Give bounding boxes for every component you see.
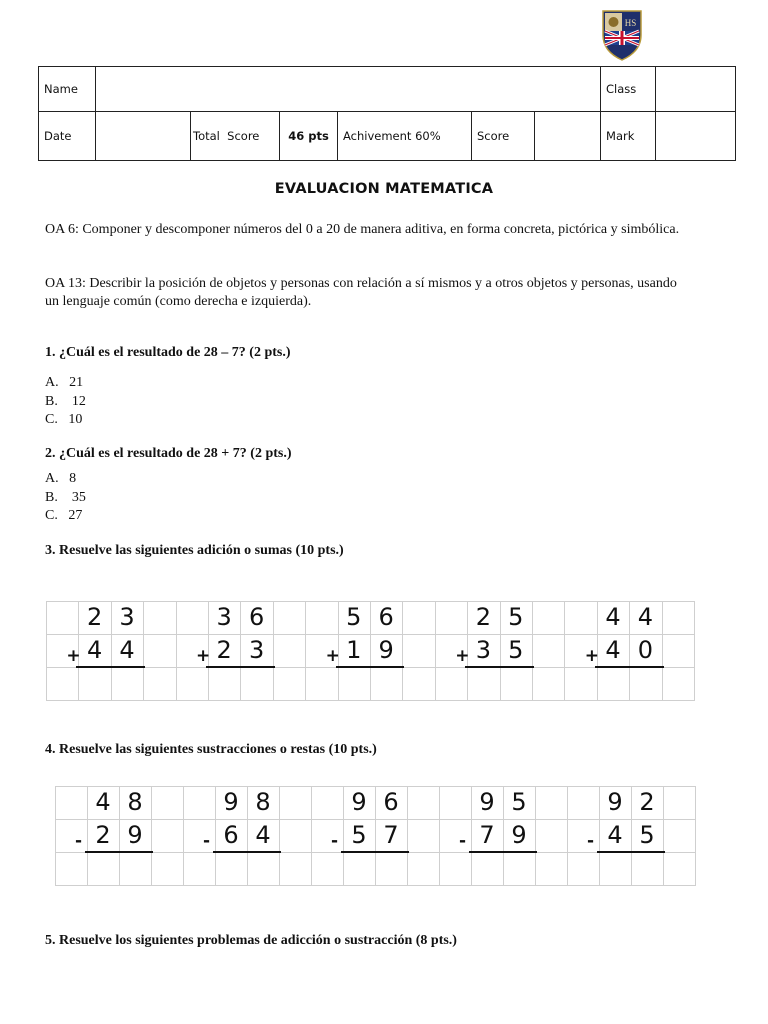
grid-cell[interactable] bbox=[439, 852, 472, 886]
grid-cell[interactable] bbox=[402, 667, 435, 701]
grid-cell[interactable] bbox=[500, 667, 533, 701]
grid-cell[interactable] bbox=[402, 601, 435, 635]
problem-5-top-digit: 4 bbox=[637, 603, 654, 631]
problem-2-operator: - bbox=[203, 831, 211, 851]
problem-4-top-digit: 5 bbox=[508, 603, 524, 631]
grid-cell[interactable] bbox=[567, 819, 600, 853]
grid-cell[interactable] bbox=[662, 601, 695, 635]
question-1: 1. ¿Cuál es el resultado de 28 – 7? (2 pts.) bbox=[45, 345, 291, 360]
problem-3-top-digit: 6 bbox=[378, 603, 394, 631]
grid-cell[interactable] bbox=[535, 786, 568, 820]
grid-cell[interactable] bbox=[143, 667, 176, 701]
problem-1-bottom-digit: 4 bbox=[86, 636, 103, 664]
grid-cell[interactable] bbox=[532, 601, 565, 635]
grid-cell[interactable] bbox=[662, 634, 695, 668]
grid-cell[interactable] bbox=[435, 601, 468, 635]
grid-cell[interactable] bbox=[532, 667, 565, 701]
grid-cell[interactable] bbox=[407, 852, 440, 886]
name-label: Name bbox=[39, 67, 96, 112]
grid-cell[interactable] bbox=[535, 852, 568, 886]
grid-cell[interactable] bbox=[503, 852, 536, 886]
grid-cell[interactable] bbox=[338, 667, 371, 701]
problem-4-answer-line bbox=[469, 851, 537, 853]
grid-cell[interactable] bbox=[629, 667, 662, 701]
grid-cell[interactable] bbox=[279, 786, 312, 820]
question-2-option-a[interactable]: A. 8 bbox=[45, 471, 77, 486]
question-1-option-a[interactable]: A. 21 bbox=[45, 375, 84, 390]
problem-2-top-digit: 3 bbox=[216, 603, 232, 631]
grid-cell[interactable] bbox=[273, 634, 306, 668]
mark-field[interactable] bbox=[656, 112, 736, 161]
question-1-option-c[interactable]: C. 10 bbox=[45, 412, 83, 427]
problem-5-top-digit: 2 bbox=[639, 788, 655, 816]
problem-4-top-digit: 5 bbox=[511, 788, 527, 816]
total-score-label: Total Score bbox=[191, 112, 280, 161]
grid-cell[interactable] bbox=[311, 819, 344, 853]
grid-cell[interactable] bbox=[279, 852, 312, 886]
grid-cell[interactable] bbox=[535, 819, 568, 853]
problem-2-bottom-digit: 3 bbox=[248, 636, 265, 664]
problem-1-bottom-digit: 9 bbox=[127, 821, 143, 849]
grid-cell[interactable] bbox=[567, 852, 600, 886]
problem-1-operator: + bbox=[66, 646, 81, 666]
grid-cell[interactable] bbox=[119, 852, 152, 886]
grid-cell[interactable] bbox=[46, 667, 79, 701]
grid-cell[interactable] bbox=[208, 667, 241, 701]
grid-cell[interactable] bbox=[87, 852, 120, 886]
grid-cell[interactable] bbox=[176, 601, 209, 635]
problem-5-answer-line bbox=[595, 666, 664, 668]
question-2-option-c[interactable]: C. 27 bbox=[45, 508, 83, 523]
problem-4-top-digit: 9 bbox=[479, 788, 495, 816]
problem-5-operator: + bbox=[584, 646, 600, 666]
question-1-options bbox=[45, 374, 86, 430]
grid-cell[interactable] bbox=[143, 634, 176, 668]
problem-4-operator: + bbox=[455, 646, 470, 666]
problem-3-operator: + bbox=[325, 646, 340, 666]
achievement-label: Achivement 60% bbox=[338, 112, 472, 161]
problem-5-answer-line bbox=[597, 851, 665, 853]
grid-cell[interactable] bbox=[343, 852, 376, 886]
grid-cell[interactable] bbox=[532, 634, 565, 668]
problem-2-top-digit: 6 bbox=[248, 603, 265, 631]
question-4: 4. Resuelve las siguientes sustracciones o restas (10 pts.) bbox=[45, 742, 377, 757]
grid-cell[interactable] bbox=[564, 667, 597, 701]
problem-3-operator: - bbox=[331, 831, 339, 851]
name-field[interactable] bbox=[96, 67, 601, 112]
objective-oa6: OA 6: Componer y descomponer números del 0 a 20 de manera aditiva, en forma concreta, pictórica y simbólica. bbox=[45, 222, 680, 237]
grid-cell[interactable] bbox=[247, 852, 280, 886]
grid-cell[interactable] bbox=[183, 852, 216, 886]
date-field[interactable] bbox=[96, 112, 191, 161]
objective-oa13: OA 13: Describir la posición de objetos y personas con relación a sí mismos y a otros objetos y personas, usando un lenguaje común (como derecha e izquierda). bbox=[45, 276, 677, 309]
problem-3-bottom-digit: 5 bbox=[351, 821, 367, 849]
grid-cell[interactable] bbox=[407, 786, 440, 820]
problem-5-bottom-digit: 4 bbox=[605, 636, 621, 664]
problem-3-bottom-digit: 7 bbox=[383, 821, 399, 849]
problem-4-operator: - bbox=[459, 831, 467, 851]
problem-2-top-digit: 8 bbox=[255, 788, 271, 816]
problem-2-bottom-digit: 6 bbox=[223, 821, 239, 849]
grid-cell[interactable] bbox=[370, 667, 403, 701]
grid-cell[interactable] bbox=[46, 601, 79, 635]
grid-cell[interactable] bbox=[471, 852, 504, 886]
problem-5-top-digit: 9 bbox=[607, 788, 623, 816]
total-points-value: 46 pts bbox=[280, 112, 338, 161]
problem-5-operator: - bbox=[587, 831, 595, 851]
student-info-table bbox=[38, 66, 736, 161]
problem-5-top-digit: 4 bbox=[605, 603, 621, 631]
grid-cell[interactable] bbox=[402, 634, 435, 668]
problem-4-answer-line bbox=[465, 666, 534, 668]
grid-cell[interactable] bbox=[273, 601, 306, 635]
grid-cell[interactable] bbox=[567, 786, 600, 820]
question-2-options bbox=[45, 470, 86, 526]
problem-2-operator: + bbox=[196, 646, 211, 666]
problem-3-top-digit: 6 bbox=[383, 788, 399, 816]
grid-cell[interactable] bbox=[183, 819, 216, 853]
mark-label: Mark bbox=[601, 112, 656, 161]
grid-cell[interactable] bbox=[311, 786, 344, 820]
grid-cell[interactable] bbox=[599, 852, 632, 886]
grid-cell[interactable] bbox=[78, 667, 111, 701]
problem-4-bottom-digit: 9 bbox=[511, 821, 527, 849]
grid-cell[interactable] bbox=[663, 786, 696, 820]
svg-text:HS: HS bbox=[624, 18, 637, 28]
problem-1-answer-line bbox=[85, 851, 153, 853]
problem-2-bottom-digit: 4 bbox=[255, 821, 271, 849]
addition-grid bbox=[46, 601, 695, 701]
grid-cell[interactable] bbox=[564, 601, 597, 635]
grid-cell[interactable] bbox=[176, 667, 209, 701]
problem-3-top-digit: 5 bbox=[346, 603, 362, 631]
grid-cell[interactable] bbox=[311, 852, 344, 886]
problem-5-bottom-digit: 5 bbox=[639, 821, 655, 849]
question-5: 5. Resuelve los siguientes problemas de adicción o sustracción (8 pts.) bbox=[45, 933, 457, 948]
score-label: Score bbox=[472, 112, 535, 161]
grid-cell[interactable] bbox=[597, 667, 630, 701]
problem-2-top-digit: 9 bbox=[223, 788, 239, 816]
problem-1-bottom-digit: 4 bbox=[119, 636, 135, 664]
problem-4-bottom-digit: 3 bbox=[475, 636, 492, 664]
question-1-option-b[interactable]: B. 12 bbox=[45, 393, 86, 409]
question-3: 3. Resuelve las siguientes adición o sumas (10 pts.) bbox=[45, 543, 344, 558]
grid-cell[interactable] bbox=[183, 786, 216, 820]
class-field[interactable] bbox=[656, 67, 736, 112]
grid-cell[interactable] bbox=[631, 852, 664, 886]
date-label: Date bbox=[39, 112, 96, 161]
problem-2-bottom-digit: 2 bbox=[216, 636, 232, 664]
problem-1-answer-line bbox=[76, 666, 145, 668]
grid-cell[interactable] bbox=[662, 667, 695, 701]
class-label: Class bbox=[601, 67, 656, 112]
grid-cell[interactable] bbox=[151, 852, 184, 886]
problem-1-top-digit: 8 bbox=[127, 788, 143, 816]
problem-1-top-digit: 2 bbox=[86, 603, 103, 631]
grid-cell[interactable] bbox=[273, 667, 306, 701]
question-2: 2. ¿Cuál es el resultado de 28 + 7? (2 pts.) bbox=[45, 446, 292, 461]
problem-5-bottom-digit: 0 bbox=[637, 636, 654, 664]
grid-cell[interactable] bbox=[305, 601, 338, 635]
score-field[interactable] bbox=[535, 112, 601, 161]
grid-cell[interactable] bbox=[435, 667, 468, 701]
grid-cell[interactable] bbox=[55, 852, 88, 886]
problem-3-bottom-digit: 9 bbox=[378, 636, 394, 664]
grid-cell[interactable] bbox=[215, 852, 248, 886]
problem-4-top-digit: 2 bbox=[475, 603, 492, 631]
grid-cell[interactable] bbox=[439, 786, 472, 820]
problem-1-bottom-digit: 2 bbox=[95, 821, 111, 849]
problem-4-bottom-digit: 7 bbox=[479, 821, 495, 849]
question-2-option-b[interactable]: B. 35 bbox=[45, 489, 86, 505]
page-title: EVALUACION MATEMATICA bbox=[274, 181, 494, 197]
subtraction-grid bbox=[55, 786, 696, 886]
grid-cell[interactable] bbox=[151, 819, 184, 853]
grid-cell[interactable] bbox=[55, 819, 88, 853]
grid-cell[interactable] bbox=[663, 852, 696, 886]
problem-1-top-digit: 3 bbox=[119, 603, 135, 631]
problem-3-answer-line bbox=[336, 666, 405, 668]
problem-5-bottom-digit: 4 bbox=[607, 821, 623, 849]
problem-1-operator: - bbox=[75, 831, 83, 851]
grid-cell[interactable] bbox=[467, 667, 500, 701]
grid-cell[interactable] bbox=[240, 667, 273, 701]
grid-cell[interactable] bbox=[111, 667, 144, 701]
grid-cell[interactable] bbox=[279, 819, 312, 853]
problem-3-bottom-digit: 1 bbox=[346, 636, 362, 664]
grid-cell[interactable] bbox=[375, 852, 408, 886]
problem-4-bottom-digit: 5 bbox=[508, 636, 524, 664]
problem-3-top-digit: 9 bbox=[351, 788, 367, 816]
problem-2-answer-line bbox=[206, 666, 275, 668]
grid-cell[interactable] bbox=[663, 819, 696, 853]
grid-cell[interactable] bbox=[439, 819, 472, 853]
school-crest-icon bbox=[601, 9, 643, 61]
grid-cell[interactable] bbox=[407, 819, 440, 853]
grid-cell[interactable] bbox=[305, 667, 338, 701]
problem-2-answer-line bbox=[213, 851, 281, 853]
grid-cell[interactable] bbox=[151, 786, 184, 820]
grid-cell[interactable] bbox=[55, 786, 88, 820]
problem-3-answer-line bbox=[341, 851, 409, 853]
grid-cell[interactable] bbox=[143, 601, 176, 635]
problem-1-top-digit: 4 bbox=[95, 788, 111, 816]
